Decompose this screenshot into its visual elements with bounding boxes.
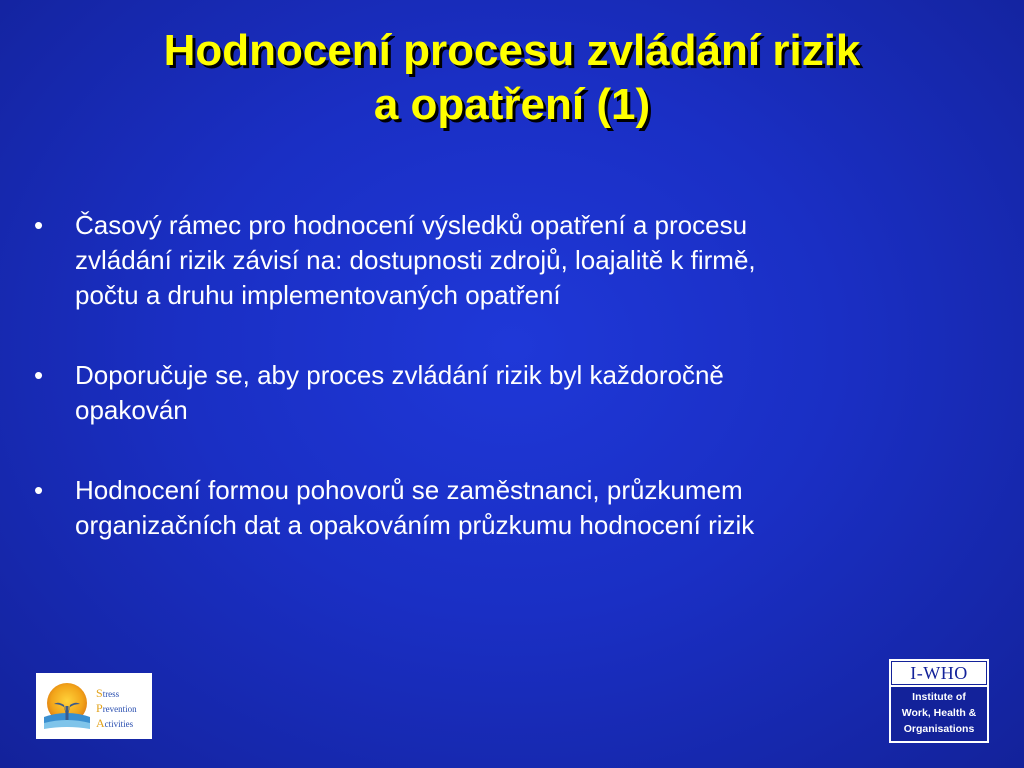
- bullet-3-line-2: organizačních dat a opakováním průzkumu hodnocení rizik: [75, 510, 755, 540]
- bullet-1-line-1: Časový rámec pro hodnocení výsledků opatření a procesu: [75, 210, 748, 240]
- bullet-dot-icon: •: [34, 360, 44, 390]
- slide-title-line-1: Hodnocení procesu zvládání rizik: [163, 26, 861, 75]
- iwho-institute-name: Institute of Work, Health & Organisations: [891, 687, 987, 741]
- iwho-logo: [889, 659, 989, 743]
- bullet-item-2: [30, 358, 990, 428]
- stress-prevention-activities-logo: [36, 673, 152, 739]
- sun-whale-tail-icon: [40, 679, 94, 733]
- bullet-2-line-1: Doporučuje se, aby proces zvládání rizik byl každoročně: [75, 360, 724, 390]
- spa-wordmark: Stress Prevention Activities: [96, 686, 137, 730]
- bullet-1-line-3: počtu a druhu implementovaných opatření: [75, 280, 561, 310]
- bullet-3-line-1: Hodnocení formou pohovorů se zaměstnanci, průzkumem: [75, 475, 743, 505]
- bullet-list: [30, 208, 990, 588]
- bullet-dot-icon: •: [34, 475, 44, 505]
- bullet-1-line-2: zvládání rizik závisí na: dostupnosti zdrojů, loajalitě k firmě,: [75, 245, 756, 275]
- iwho-heading: I-WHO: [891, 661, 987, 685]
- bullet-item-1: [30, 208, 990, 313]
- slide-title: [0, 24, 1024, 132]
- bullet-item-3: [30, 473, 990, 543]
- bullet-dot-icon: •: [34, 210, 44, 240]
- bullet-2-line-2: opakován: [75, 395, 188, 425]
- slide-title-line-2: a opatření (1): [373, 80, 651, 129]
